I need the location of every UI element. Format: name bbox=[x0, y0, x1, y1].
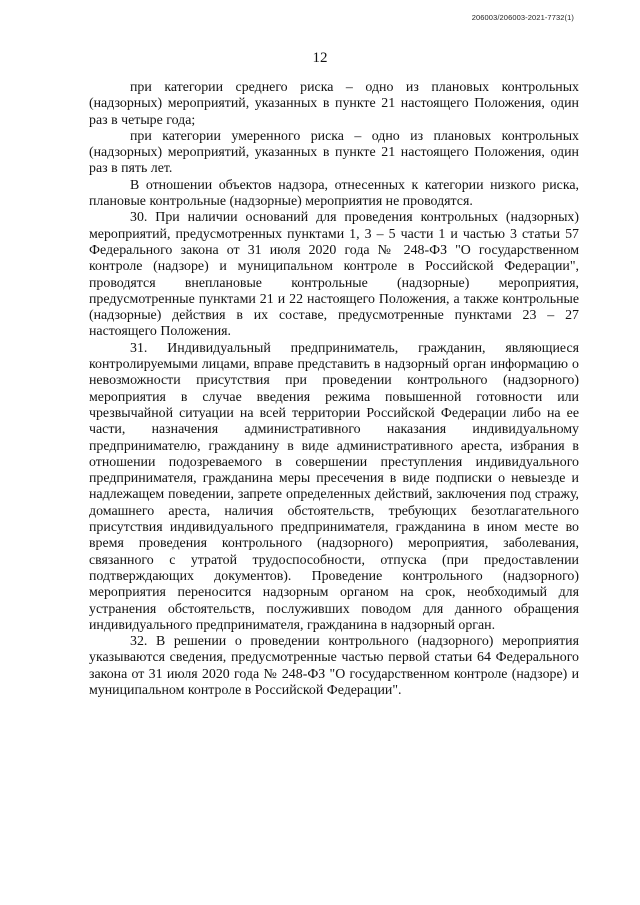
document-id: 206003/206003-2021-7732(1) bbox=[471, 13, 574, 22]
paragraph-item-30: 30. При наличии оснований для проведения контрольных (надзорных) мероприятий, предусмотренных пунктами 1, 3 – 5 части 1 и частью 3 статьи 57 Федерального закона от 31 июля 2020 года № 248-ФЗ "О государственном контроле (надзоре) и муниципальном контроле в Российской Федерации", проводятся внеплановые контрольные (надзорные) мероприятия, предусмотренные пунктами 21 и 22 настоящего Положения, а также контрольные (надзорные) действия в их составе, предусмотренные пунктами 23 – 27 настоящего Положения. bbox=[89, 210, 579, 340]
paragraph-item-32: 32. В решении о проведении контрольного (надзорного) мероприятия указываются сведения, предусмотренные частью первой статьи 64 Федерального закона от 31 июля 2020 года № 248-ФЗ "О государственном контроле (надзоре) и муниципальном контроле в Российской Федерации". bbox=[89, 634, 579, 698]
paragraph-medium-risk: при категории среднего риска – одно из плановых контрольных (надзорных) мероприятий, указанных в пункте 21 настоящего Положения, один раз в четыре года; bbox=[89, 80, 579, 128]
paragraph-item-31: 31. Индивидуальный предприниматель, гражданин, являющиеся контролируемыми лицами, вправе представить в надзорный орган информацию о невозможности присутствия при проведении контрольного (надзорного) мероприятия в случае введения режима повышенной готовности или чрезвычайной ситуации на всей территории Российской Федерации либо на ее части, назначения административного наказания индивидуальному предпринимателю, гражданину в виде административного ареста, избрания в отношении подозреваемого в совершении преступления индивидуального предпринимателя, гражданина меры пресечения в виде подписки о невыезде и надлежащем поведении, запрете определенных действий, заключения под стражу, домашнего ареста, наличия обстоятельств, требующих безотлагательного присутствия индивидуального предпринимателя, гражданина в ином месте во время проведения контрольного (надзорного) мероприятия, заболевания, связанного с утратой трудоспособности, отпуска (при предоставлении подтверждающих документов). Проведение контрольного (надзорного) мероприятия переносится надзорным органом на срок, необходимый для устранения обстоятельств, послуживших поводом для данного обращения индивидуального предпринимателя, гражданина в надзорный орган. bbox=[89, 340, 579, 633]
document-body bbox=[89, 80, 579, 699]
paragraph-moderate-risk: при категории умеренного риска – одно из плановых контрольных (надзорных) мероприятий, указанных в пункте 21 настоящего Положения, один раз в пять лет. bbox=[89, 128, 579, 177]
page-number: 12 bbox=[312, 50, 328, 66]
paragraph-low-risk: В отношении объектов надзора, отнесенных к категории низкого риска, плановые контрольные (надзорные) мероприятия не проводятся. bbox=[89, 177, 579, 210]
